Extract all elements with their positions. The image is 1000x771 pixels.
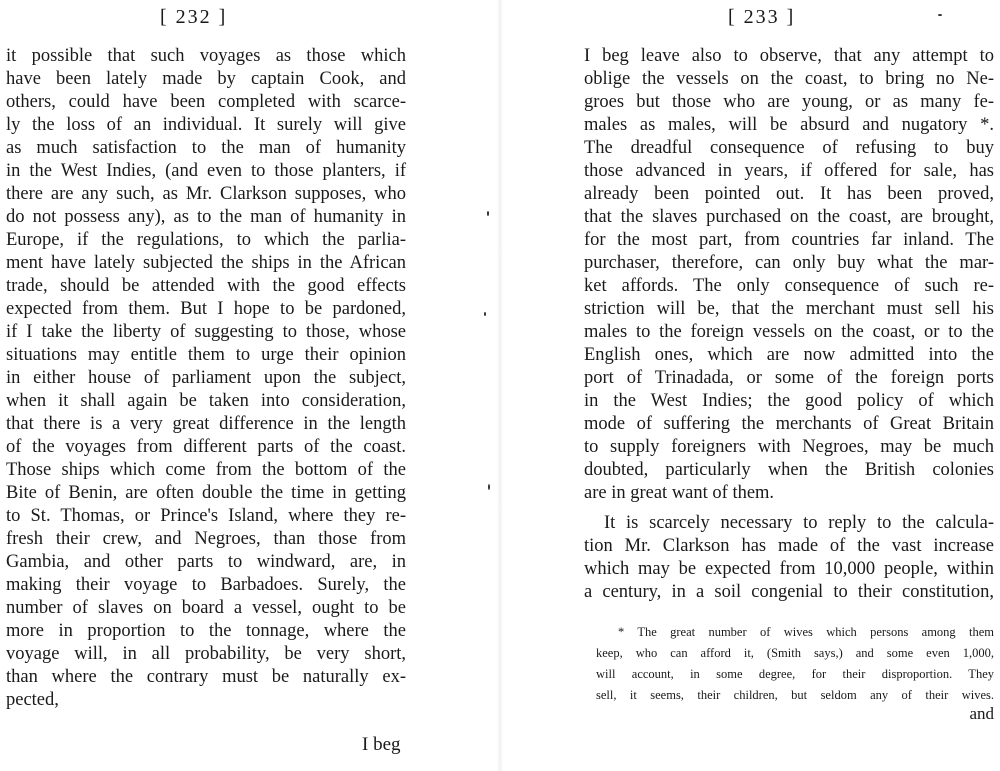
text-line: others, could have been completed with scarce- (6, 92, 406, 112)
text-line: of the voyages from different parts of the coast. (6, 437, 406, 457)
text-line: trade, should be attended with the good effects (6, 276, 406, 296)
text-line: as much satisfaction to the man of humanity (6, 138, 406, 158)
text-line: have been lately made by captain Cook, and (6, 69, 406, 89)
text-line: English ones, which are now admitted into the (584, 345, 994, 365)
text-line: to St. Thomas, or Prince's Island, where they re- (6, 506, 406, 526)
text-line: ket affords. The only consequence of such re- (584, 276, 994, 296)
text-line: in the West Indies; the good policy of which (584, 391, 994, 411)
text-line: Bite of Benin, are often double the time in getting (6, 483, 406, 503)
text-line: mode of suffering the merchants of Great Britain (584, 414, 994, 434)
text-line: groes but those who are young, or as many fe- (584, 92, 994, 112)
ink-speck (487, 211, 489, 216)
text-line: do not possess any), as to the man of humanity in (6, 207, 406, 227)
left-catchword: I beg (362, 734, 401, 755)
text-line: those advanced in years, if offered for sale, has (584, 161, 994, 181)
text-line: that there is a very great difference in the length (6, 414, 406, 434)
text-line: to supply foreigners with Negroes, may be much (584, 437, 994, 457)
text-line: purchaser, therefore, can only buy what the mar- (584, 253, 994, 273)
text-line: pected, (6, 690, 59, 710)
text-line: Europe, if the regulations, to which the parlia- (6, 230, 406, 250)
text-line: I beg leave also to observe, that any attempt to (584, 46, 994, 66)
text-line: which may be expected from 10,000 people, within (584, 559, 994, 579)
text-line: voyage will, in all probability, be very short, (6, 644, 406, 664)
text-line: Gambia, and other parts to windward, are, in (6, 552, 406, 572)
footnote-line: * The great number of wives which persons among them (618, 625, 994, 639)
text-line: already been pointed out. It has been proved, (584, 184, 994, 204)
text-line: a century, in a soil congenial to their constitution, (584, 582, 994, 602)
text-line: if I take the liberty of suggesting to those, whose (6, 322, 406, 342)
text-line: number of slaves on board a vessel, ought to be (6, 598, 406, 618)
text-line: The dreadful consequence of refusing to buy (584, 138, 994, 158)
text-line: there are any such, as Mr. Clarkson supposes, who (6, 184, 406, 204)
text-line: ly the loss of an individual. It surely will give (6, 115, 406, 135)
text-line: tion Mr. Clarkson has made of the vast increase (584, 536, 994, 556)
text-line: males as males, will be absurd and nugatory *. (584, 115, 994, 135)
text-line: in either house of parliament upon the subject, (6, 368, 406, 388)
ink-speck (938, 14, 942, 16)
text-line: in the West Indies, (and even to those planters, if (6, 161, 406, 181)
right-page-header: [ 233 ] (728, 6, 796, 28)
text-line: fresh their crew, and Negroes, than those from (6, 529, 406, 549)
text-line: oblige the vessels on the coast, to bring no Ne- (584, 69, 994, 89)
ink-speck (488, 484, 490, 490)
text-line: more in proportion to the tonnage, where the (6, 621, 406, 641)
text-line: males to the foreign vessels on the coast, or to the (584, 322, 994, 342)
footnote-line: sell, it seems, their children, but seldom any of their wives. (596, 688, 994, 702)
text-line: It is scarcely necessary to reply to the calcula- (604, 513, 994, 533)
text-line: situations may entitle them to urge their opinion (6, 345, 406, 365)
text-line: doubted, particularly when the British colonies (584, 460, 994, 480)
text-line: when it shall again be taken into consideration, (6, 391, 406, 411)
text-line: port of Trinadada, or some of the foreign ports (584, 368, 994, 388)
left-page-header: [ 232 ] (160, 6, 228, 28)
text-line: ment have lately subjected the ships in the African (6, 253, 406, 273)
right-catchword: and (969, 704, 994, 723)
text-line: making their voyage to Barbadoes. Surely, the (6, 575, 406, 595)
footnote-line: will account, in some degree, for their disproportion. They (596, 667, 994, 681)
text-line: that the slaves purchased on the coast, are brought, (584, 207, 994, 227)
text-line: it possible that such voyages as those which (6, 46, 406, 66)
text-line: than where the contrary must be naturally ex- (6, 667, 406, 687)
text-line: expected from them. But I hope to be pardoned, (6, 299, 406, 319)
ink-speck (484, 312, 486, 316)
text-line: are in great want of them. (584, 483, 775, 503)
text-line: striction will be, that the merchant must sell his (584, 299, 994, 319)
footnote-line: keep, who can afford it, (Smith says,) and some even 1,000, (596, 646, 994, 660)
text-line: Those ships which come from the bottom of the (6, 460, 406, 480)
right-page (500, 0, 1000, 771)
text-line: for the most part, from countries far inland. The (584, 230, 994, 250)
